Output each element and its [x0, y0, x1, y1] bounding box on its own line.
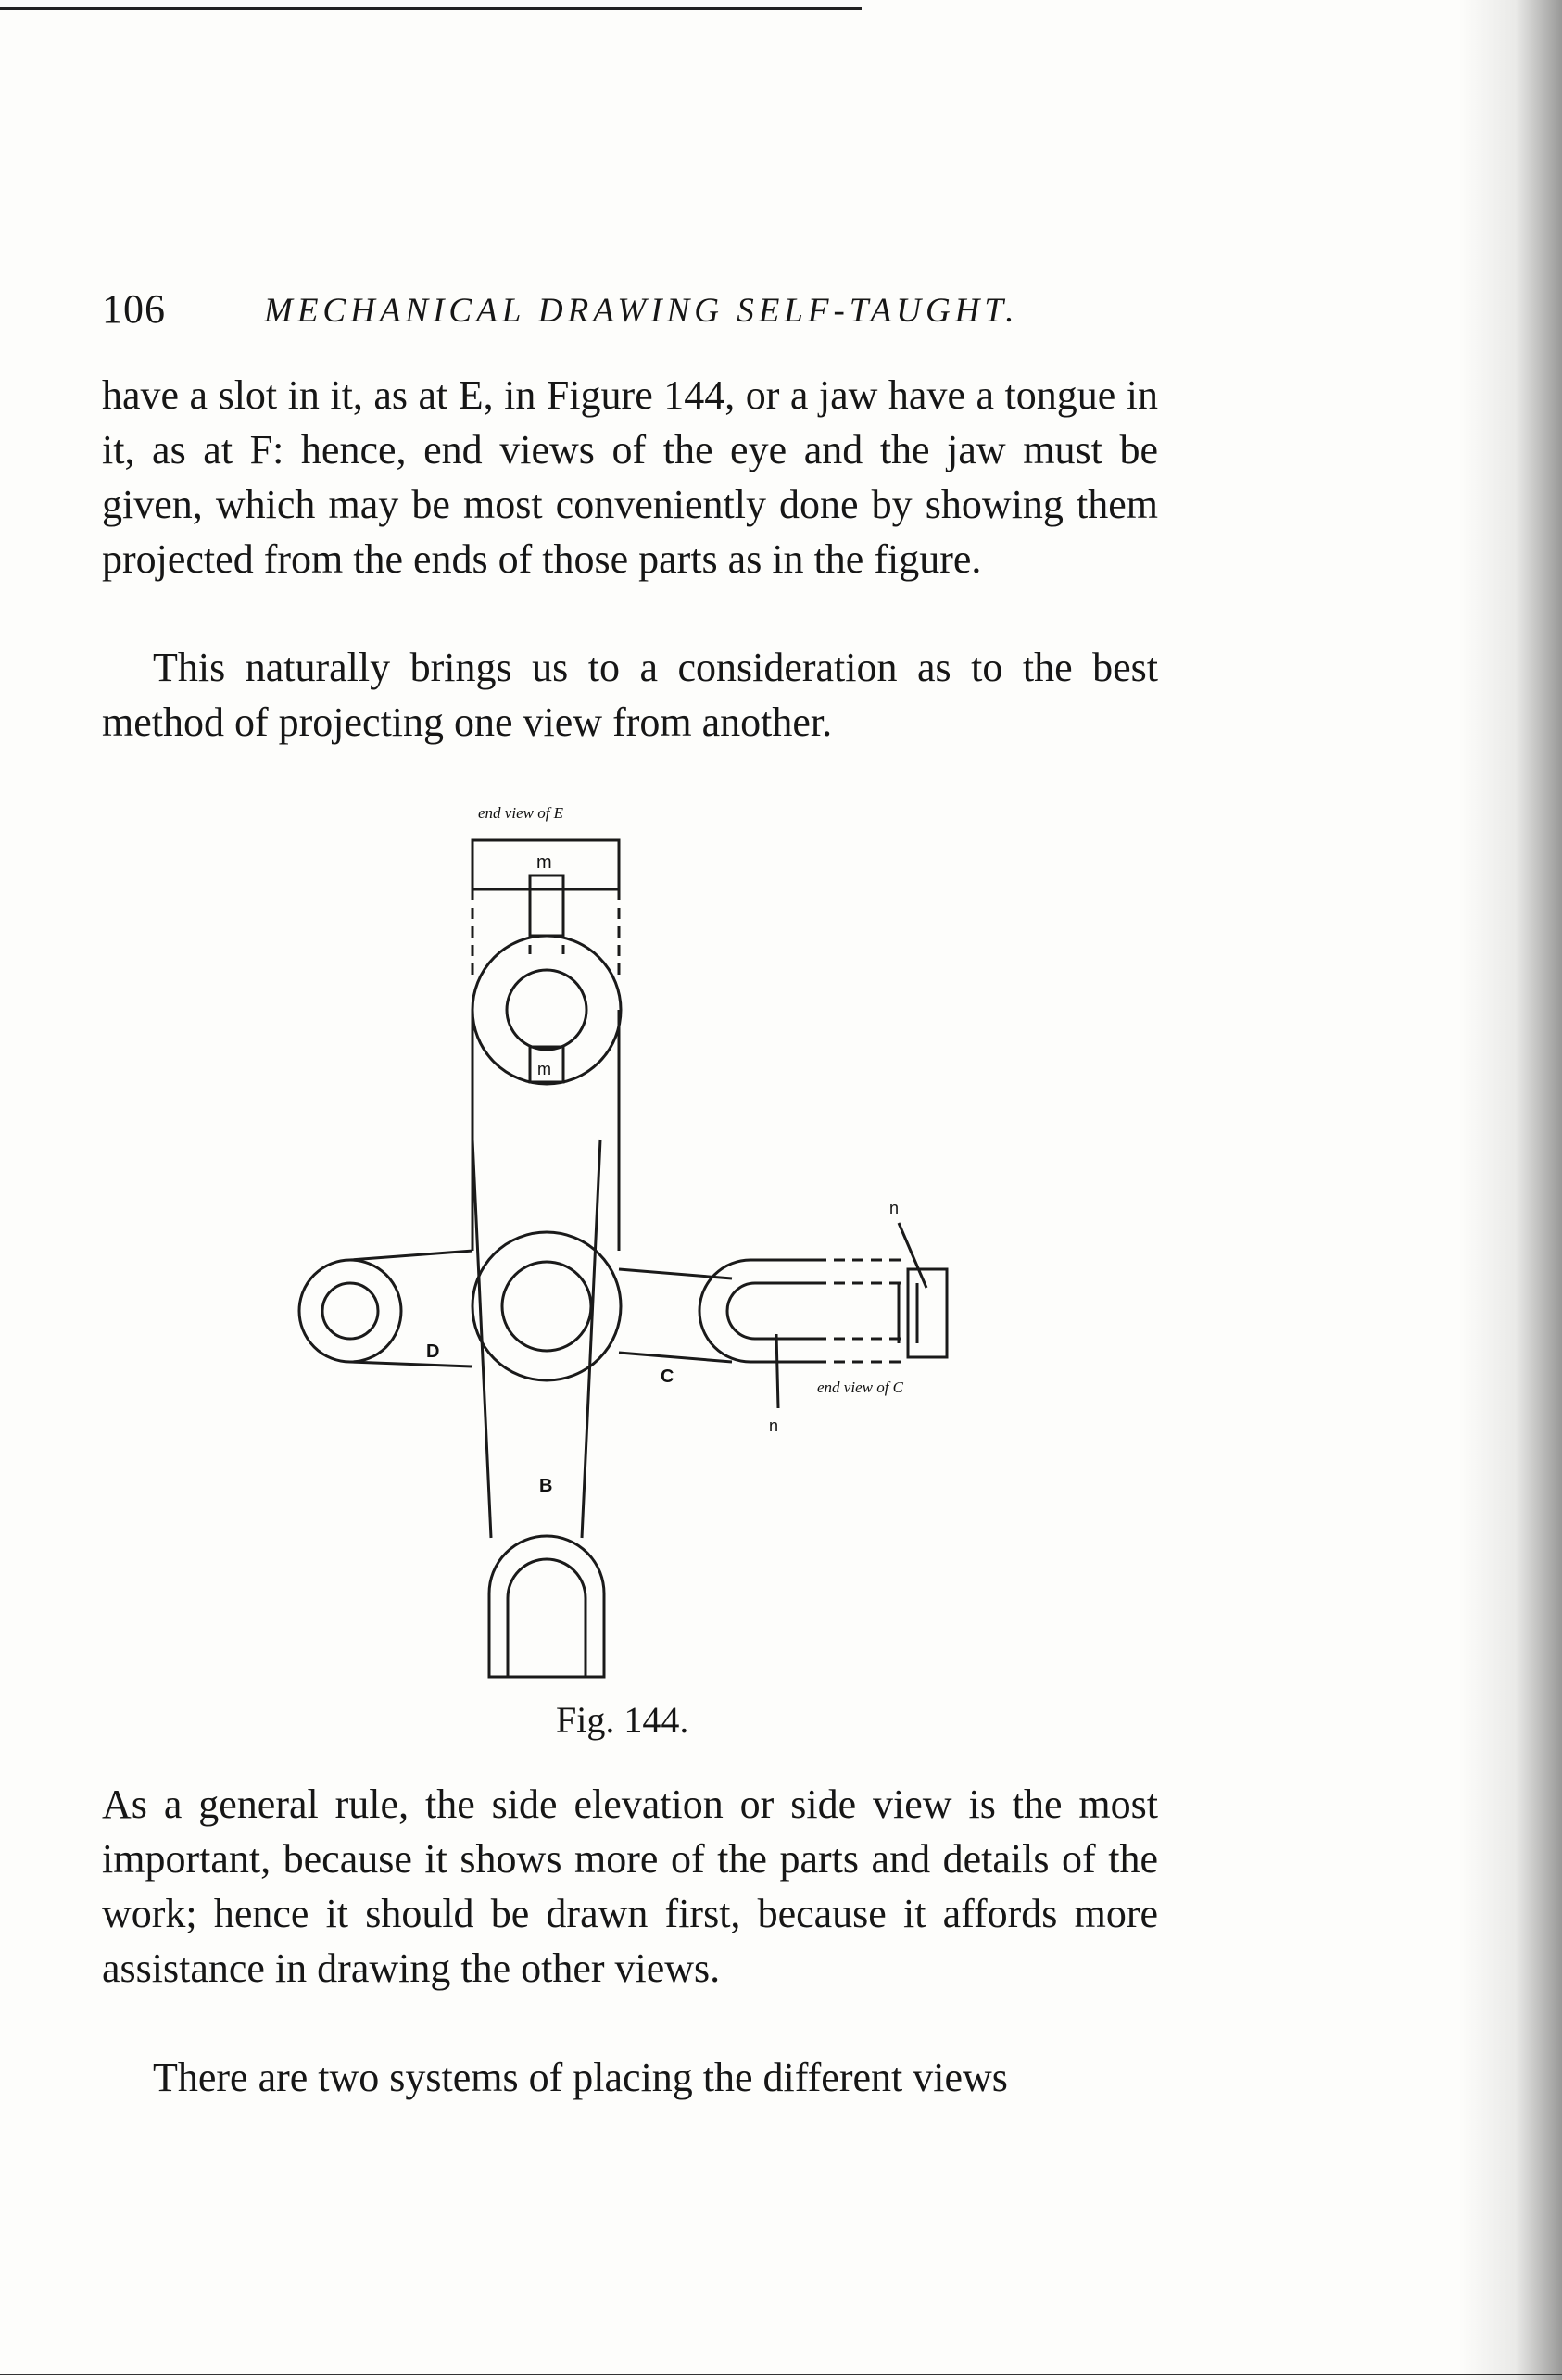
central-hub-outer	[472, 1232, 621, 1380]
vertical-bar-b	[472, 1140, 600, 1538]
mechanical-figure	[278, 797, 982, 1686]
bottom-rule	[0, 2374, 1562, 2375]
paragraph-3: As a general rule, the side elevation or side view is the most important, because it shows more of the parts and details of the work; hence it should be drawn first, because it affords more assistance in drawing the other views.	[102, 1782, 1158, 1991]
arm-d	[350, 1251, 472, 1366]
label-c: C	[661, 1366, 674, 1387]
jaw-c-inner	[727, 1283, 815, 1339]
section-line-n-top	[899, 1223, 926, 1288]
central-hub-inner	[502, 1262, 591, 1351]
page-edge-shadow	[1459, 0, 1562, 2380]
top-rule	[0, 7, 862, 10]
end-view-c-outline	[908, 1269, 947, 1357]
eye-d-outer	[299, 1260, 401, 1362]
paragraph-2: This naturally brings us to a consideration as to the best method of projecting one view from another.	[102, 645, 1158, 745]
eye-d-inner	[322, 1283, 378, 1339]
end-view-c-projection	[815, 1260, 908, 1362]
figure-caption: Fig. 144.	[556, 1699, 689, 1741]
label-m-bottom: m	[537, 1060, 551, 1078]
label-end-view-c: end view of C	[817, 1379, 904, 1396]
label-n-bottom: n	[769, 1417, 779, 1435]
page-number: 106	[102, 286, 166, 332]
lower-jaw-inner	[508, 1559, 586, 1677]
label-end-view-e: end view of E	[478, 804, 564, 822]
label-b: B	[539, 1476, 553, 1496]
section-line-n-bottom	[776, 1334, 778, 1408]
label-m-top: m	[536, 852, 552, 873]
upper-eye-inner	[507, 970, 586, 1050]
label-d: D	[426, 1341, 440, 1362]
slot-m-upper	[530, 875, 563, 936]
running-title: MECHANICAL DRAWING SELF-TAUGHT.	[264, 292, 1019, 330]
page-header	[102, 285, 1195, 341]
paragraph-1: have a slot in it, as at E, in Figure 144, or a jaw have a tongue in it, as at F: hence, end views of the eye and the jaw must be given, which may be most conveniently done by showing them projected from the ends of those parts as in the figure.	[102, 372, 1158, 582]
jaw-c-outer	[699, 1260, 815, 1362]
label-n-top: n	[889, 1199, 900, 1217]
paragraph-4: There are two systems of placing the different views	[153, 2055, 1008, 2100]
